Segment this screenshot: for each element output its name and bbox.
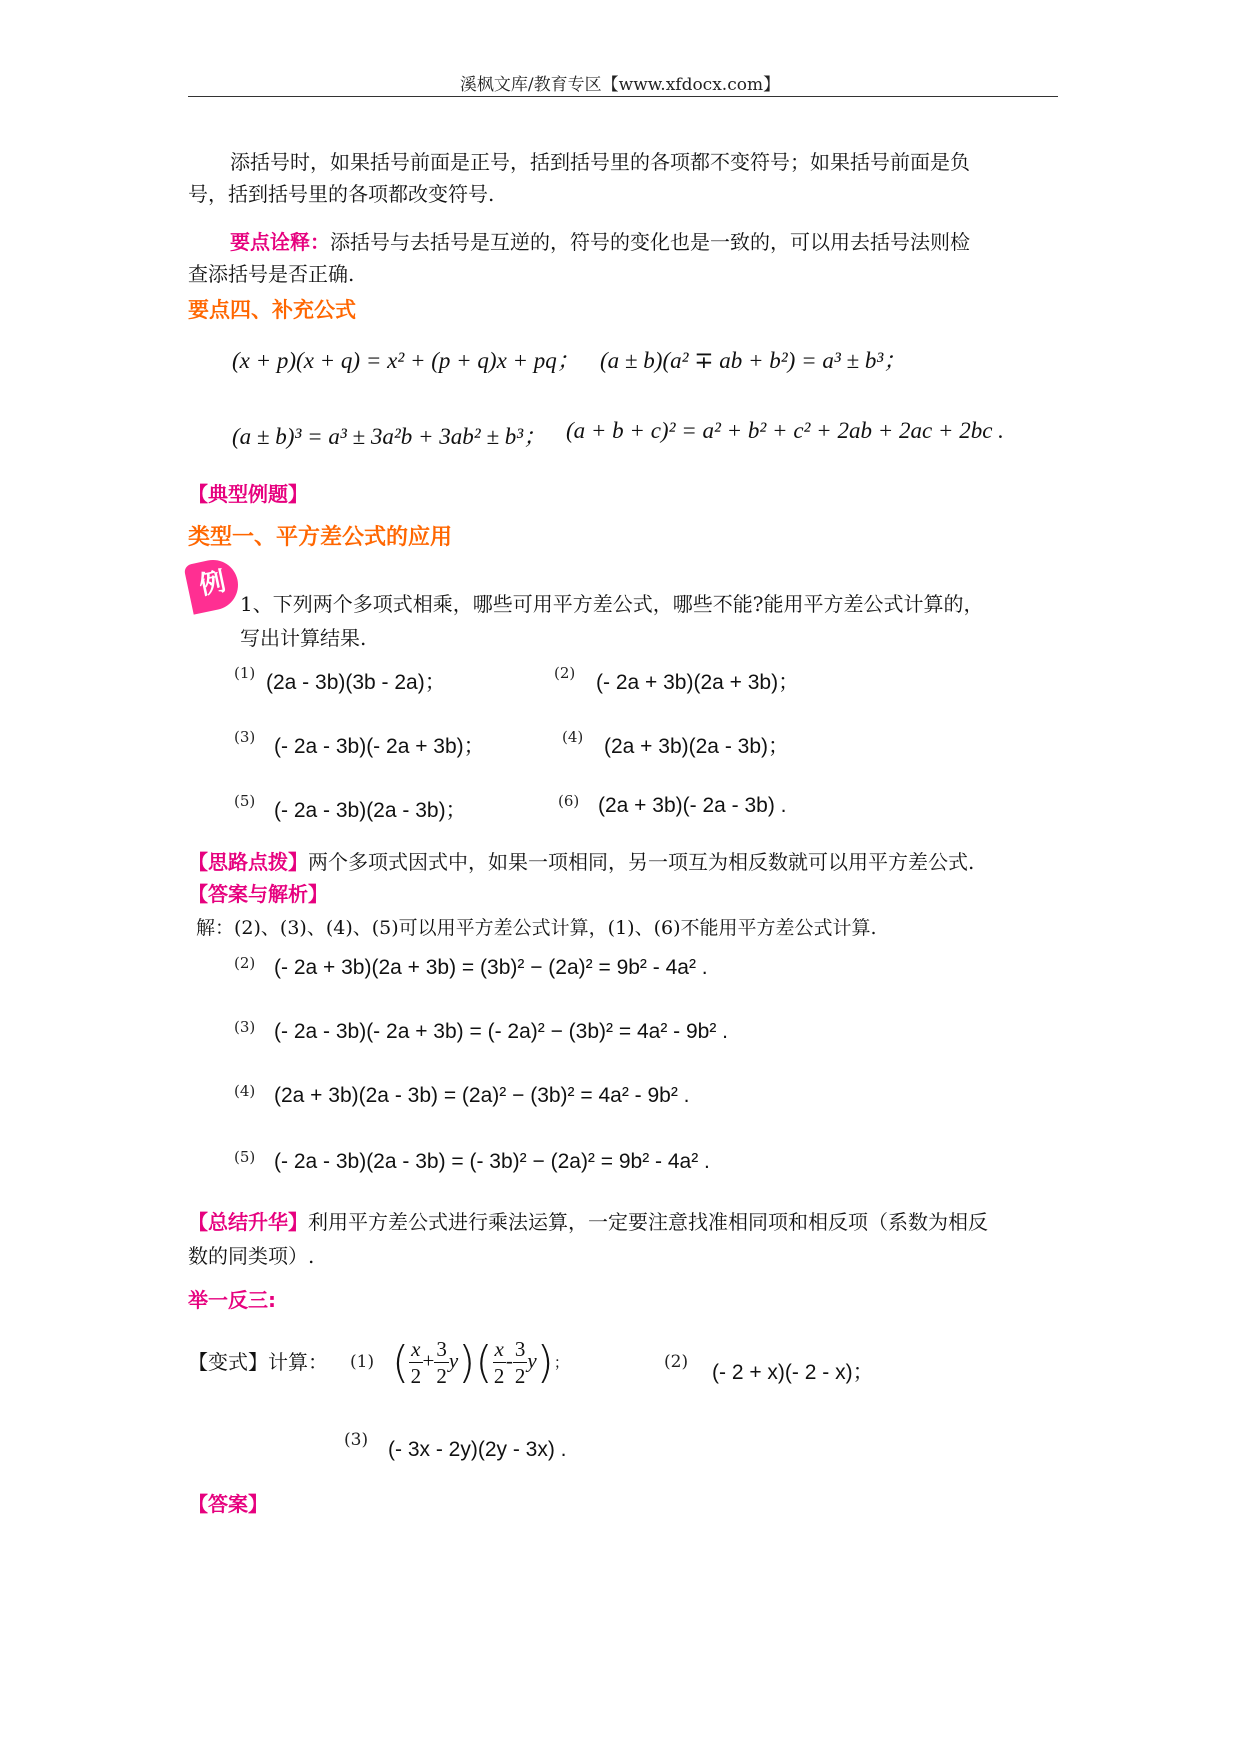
var-y: y [448, 1348, 459, 1373]
summary-label: 【总结升华】 [188, 1210, 308, 1234]
type-1-title: 类型一、平方差公式的应用 [188, 525, 453, 550]
header-divider [188, 96, 1058, 97]
variant-3-index: (3) [344, 1430, 369, 1450]
variant-label: 【变式】计算： [188, 1350, 328, 1374]
variant-3-expr: (- 3x - 2y)(2y - 3x) . [388, 1438, 567, 1461]
item-5-expr: (- 2a - 3b)(2a - 3b)； [274, 799, 467, 822]
note-text-1: 添括号与去括号是互逆的，符号的变化也是一致的，可以用去括号法则检 [330, 230, 970, 254]
intro-line-1: 添括号时，如果括号前面是正号，括到括号里的各项都不变符号；如果括号前面是负 [230, 150, 970, 174]
question-1-line-2: 写出计算结果. [240, 626, 367, 650]
formula-1: (x + p)(x + q) = x² + (p + q)x + pq； [232, 348, 580, 373]
step-2-index: (2) [234, 954, 256, 972]
summary-line-1 [188, 1206, 988, 1238]
page-header-title: 溪枫文库/教育专区【www.xfdocx.com】 [459, 75, 781, 95]
step-4-index: (4) [234, 1082, 256, 1100]
examples-heading: 【典型例题】 [188, 482, 308, 506]
step-5-index: (5) [234, 1148, 256, 1166]
note-label: 要点诠释： [230, 230, 330, 254]
minus-sign: - [505, 1348, 513, 1373]
item-4-expr: (2a + 3b)(2a - 3b)； [604, 735, 790, 758]
step-2-expr: (- 2a + 3b)(2a + 3b) = (3b)² − (2a)² = 9b² - 4a² . [274, 956, 708, 979]
variant-1-end: ； [553, 1355, 569, 1372]
hint-line [188, 846, 974, 878]
summary-line-2: 数的同类项）. [188, 1244, 315, 1268]
item-3-expr: (- 2a - 3b)(- 2a + 3b)； [274, 735, 485, 758]
note-line-1 [230, 226, 970, 258]
var-y-b: y [527, 1348, 537, 1373]
step-3-index: (3) [234, 1018, 256, 1036]
formula-2: (a ± b)(a² ∓ ab + b²) = a³ ± b³； [600, 348, 907, 373]
plus-sign: + [422, 1348, 435, 1373]
step-3-expr: (- 2a - 3b)(- 2a + 3b) = (- 2a)² − (3b)² = 4a² - 9b² . [274, 1020, 728, 1043]
solution-text: 解：(2)、(3)、(4)、(5)可以用平方差公式计算，(1)、(6)不能用平方差公式计算. [196, 917, 877, 939]
hint-text: 两个多项式因式中，如果一项相同，另一项互为相反数就可以用平方差公式. [308, 850, 975, 874]
fraction-x-over-2-b: $\frac{x}{2}$ [493, 1337, 505, 1388]
item-4-index: (4) [562, 728, 584, 746]
item-2-expr: (- 2a + 3b)(2a + 3b)； [596, 671, 800, 694]
answer-2-heading: 【答案】 [188, 1492, 268, 1516]
formula-4: (a + b + c)² = a² + b² + c² + 2ab + 2ac + 2bc . [566, 418, 1004, 443]
example-badge-label: 例 [196, 566, 229, 602]
formula-3: (a ± b)³ = a³ ± 3a²b + 3ab² ± b³； [232, 424, 547, 449]
variant-1-index: (1) [350, 1352, 375, 1372]
variant-2-index: (2) [664, 1352, 689, 1372]
answer-heading: 【答案与解析】 [188, 882, 328, 906]
intro-line-2: 号，括到括号里的各项都改变符号. [188, 182, 495, 206]
item-6-expr: (2a + 3b)(- 2a - 3b) . [598, 794, 787, 817]
item-3-index: (3) [234, 728, 256, 746]
step-5-expr: (- 2a - 3b)(2a - 3b) = (- 3b)² − (2a)² = 9b² - 4a² . [274, 1150, 710, 1173]
practice-title: 举一反三: [188, 1288, 276, 1312]
item-1-expr: (2a - 3b)(3b - 2a)； [266, 671, 446, 694]
fraction-3-over-2: $\frac{3}{2}$ [436, 1337, 447, 1388]
left-paren-2: ( [475, 1337, 493, 1388]
section-4-title: 要点四、补充公式 [188, 298, 356, 322]
left-paren-1: ( [392, 1337, 410, 1388]
item-5-index: (5) [234, 792, 256, 810]
fraction-3-over-2-b: $\frac{3}{2}$ [514, 1337, 526, 1388]
item-1-index: (1) [234, 664, 256, 682]
note-line-2: 查添括号是否正确. [188, 262, 355, 286]
right-paren-2: ) [536, 1337, 554, 1388]
question-1-line-1: 1、下列两个多项式相乘，哪些可用平方差公式，哪些不能?能用平方差公式计算的， [240, 592, 984, 616]
item-2-index: (2) [554, 664, 576, 682]
item-6-index: (6) [558, 792, 580, 810]
right-paren-1: ) [458, 1337, 476, 1388]
fraction-x-over-2: $\frac{x}{2}$ [410, 1337, 422, 1388]
step-4-expr: (2a + 3b)(2a - 3b) = (2a)² − (3b)² = 4a² - 9b² . [274, 1084, 690, 1107]
variant-2-expr: (- 2 + x)(- 2 - x)； [712, 1361, 874, 1384]
summary-text-1: 利用平方差公式进行乘法运算，一定要注意找准相同项和相反项（系数为相反 [308, 1210, 988, 1234]
hint-label: 【思路点拨】 [188, 850, 308, 874]
variant-1-expr [392, 1336, 569, 1389]
